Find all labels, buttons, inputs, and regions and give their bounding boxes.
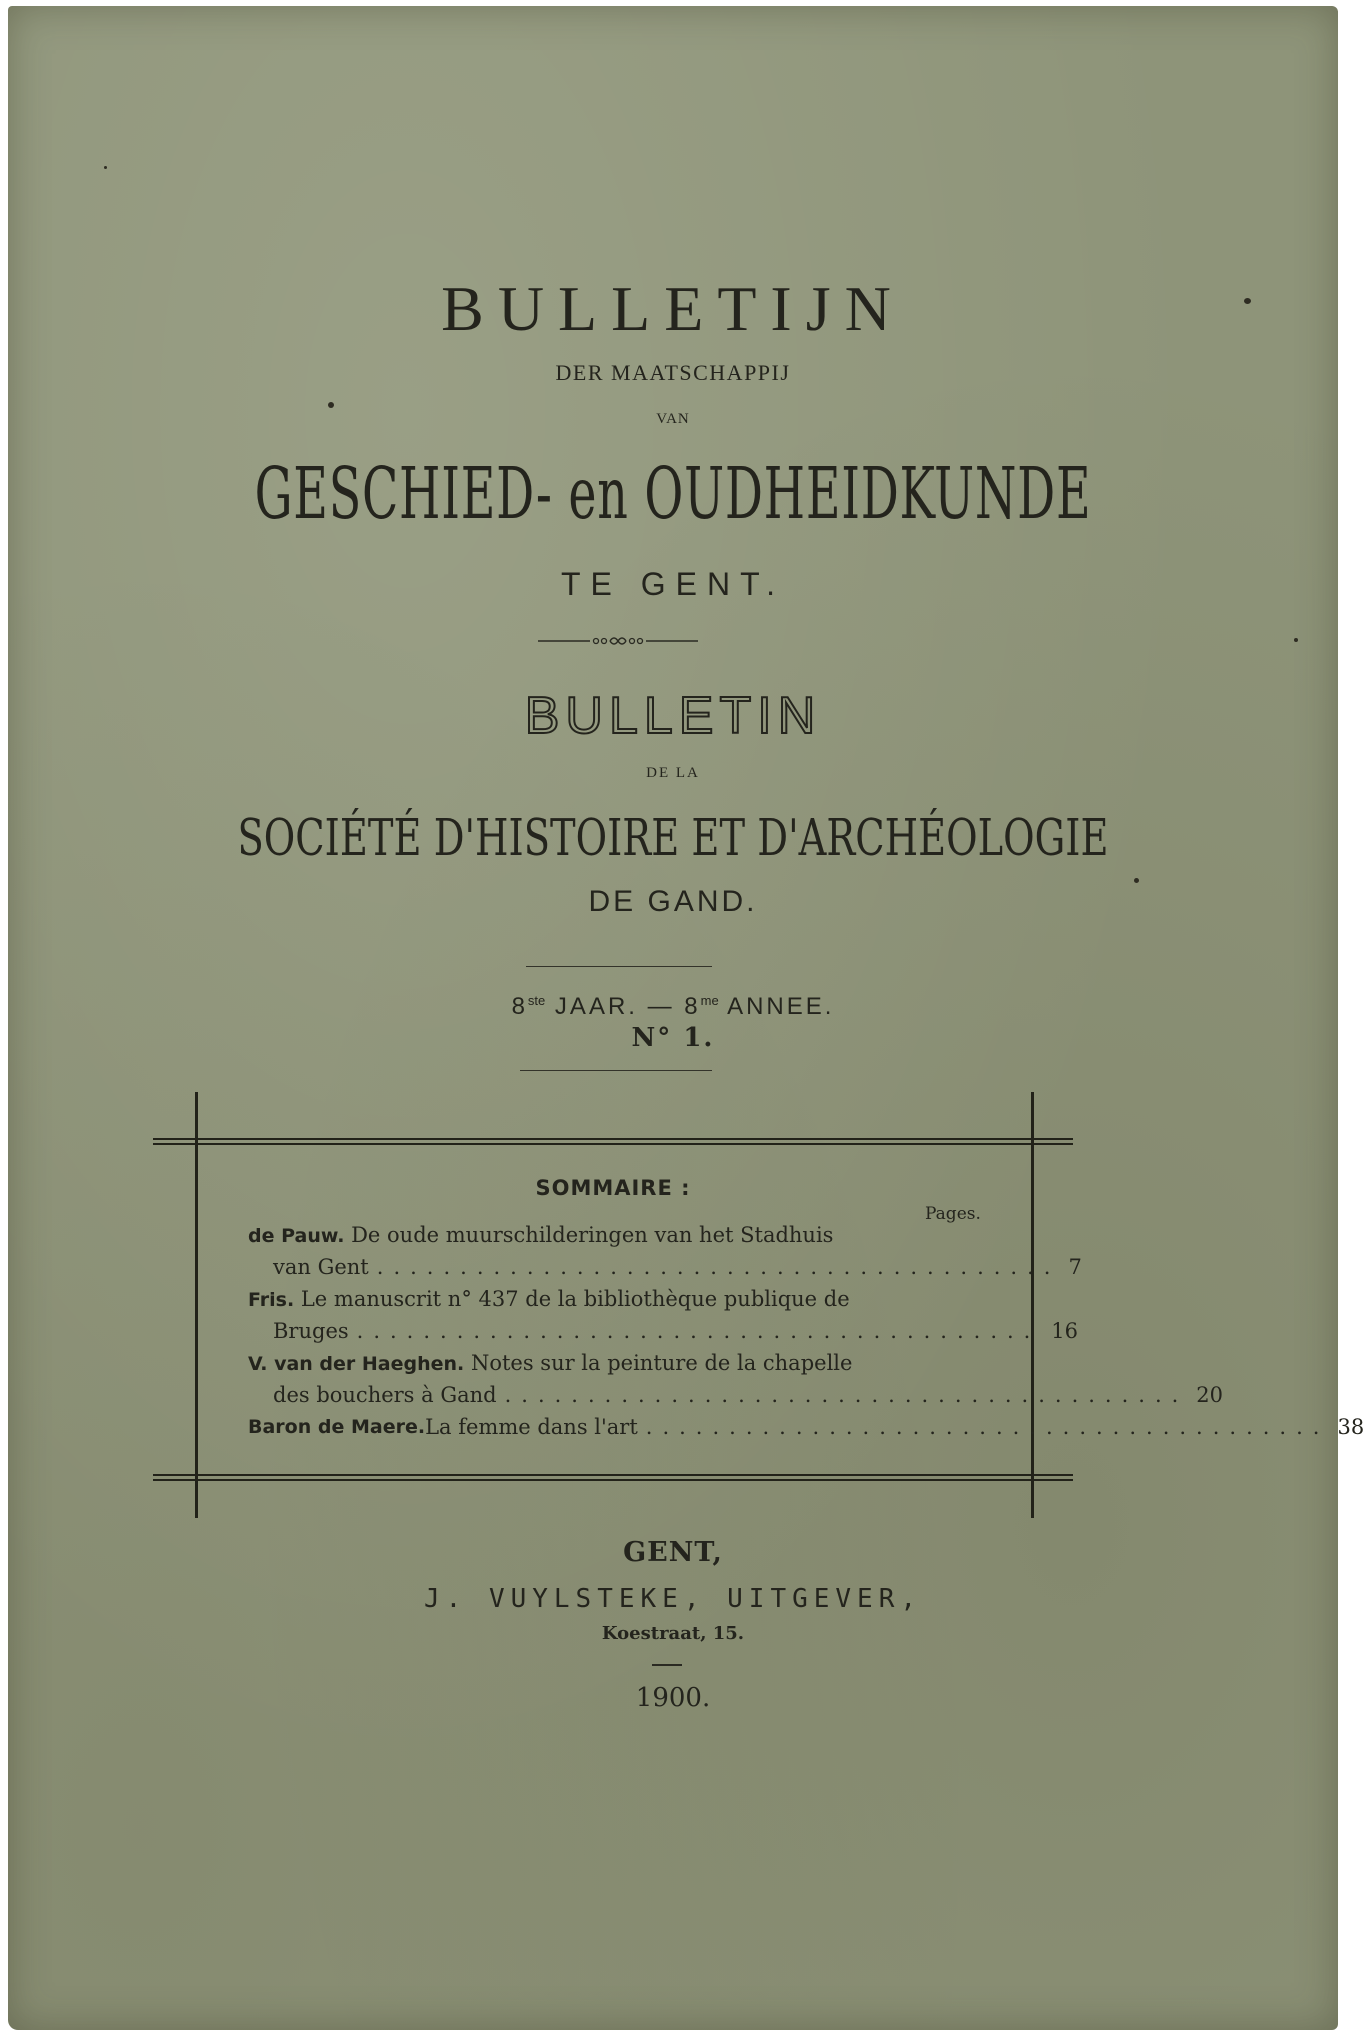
entry-title: La femme dans l'art	[425, 1415, 638, 1439]
imprint-dash	[652, 1664, 682, 1666]
ornament-divider	[538, 634, 698, 648]
summary-pages-label: Pages.	[925, 1204, 981, 1224]
city-dutch: TE GENT.	[560, 566, 785, 602]
summary-entry	[248, 1220, 1082, 1283]
society-name-dutch: GESCHIED- en OUDHEIDKUNDE	[254, 451, 1092, 536]
entry-page: 38	[1337, 1415, 1364, 1439]
entry-page: 16	[1051, 1319, 1078, 1343]
dot-leader: .........................................	[645, 1415, 1330, 1439]
title-dutch: BULLETIJN	[441, 273, 905, 344]
entry-title: Notes sur la peinture de la chapelle	[464, 1351, 853, 1375]
entry-author: de Pauw.	[248, 1225, 345, 1247]
entry-title-continued: Bruges	[273, 1319, 349, 1343]
entry-title: Le manuscrit n° 437 de la bibliothèque publique de	[294, 1287, 850, 1311]
entry-author: Baron de Maere.	[248, 1416, 426, 1438]
imprint-publisher: J. VUYLSTEKE, UITGEVER,	[423, 1584, 923, 1614]
entry-page: 7	[1068, 1255, 1082, 1279]
summary-heading: SOMMAIRE :	[535, 1176, 691, 1200]
dot-leader: .........................................	[376, 1255, 1061, 1279]
subtitle-dutch-society: DER MAATSCHAPPIJ	[555, 360, 791, 385]
imprint-city: GENT,	[623, 1537, 723, 1568]
entry-author: V. van der Haeghen.	[248, 1353, 465, 1375]
imprint-address: Koestraat, 15.	[601, 1623, 745, 1644]
summary-top-border	[153, 1138, 1073, 1145]
entry-title: De oude muurschilderingen van het Stadhuis	[344, 1223, 834, 1247]
paper-speck	[328, 402, 334, 408]
summary-entry	[248, 1348, 1224, 1411]
summary-box	[153, 1092, 1364, 1518]
summary-bottom-border	[153, 1474, 1073, 1481]
subtitle-dutch-van: VAN	[656, 411, 690, 427]
entry-title-continued: des bouchers à Gand	[273, 1383, 497, 1407]
summary-left-border	[195, 1092, 198, 1518]
summary-entry	[248, 1412, 1364, 1443]
title-french: BULLETIN	[524, 687, 822, 745]
entry-author: Fris.	[248, 1289, 295, 1311]
city-french: DE GAND.	[588, 885, 758, 918]
entry-title-continued: van Gent	[273, 1255, 369, 1279]
paper-speck	[1244, 298, 1251, 304]
society-name-french: SOCIÉTÉ D'HISTOIRE ET D'ARCHÉOLOGIE	[237, 808, 1109, 868]
document-cover	[8, 6, 1364, 2030]
issue-rule-bottom	[520, 1070, 712, 1071]
issue-rule-top	[526, 966, 712, 967]
paper-speck	[1134, 878, 1139, 883]
imprint-year: 1900.	[635, 1683, 711, 1713]
subtitle-french-de-la: DE LA	[646, 765, 700, 781]
dot-leader: .........................................	[504, 1383, 1189, 1407]
paper-speck	[1294, 638, 1298, 642]
issue-number: N° 1.	[631, 1023, 715, 1053]
entry-page: 20	[1196, 1383, 1224, 1407]
summary-entry	[248, 1284, 1078, 1347]
paper-speck	[104, 166, 107, 169]
dot-leader: .........................................	[356, 1319, 1041, 1343]
issue-year: 8ste JAAR. — $8^{me}$ ANNEE.	[511, 993, 835, 1020]
